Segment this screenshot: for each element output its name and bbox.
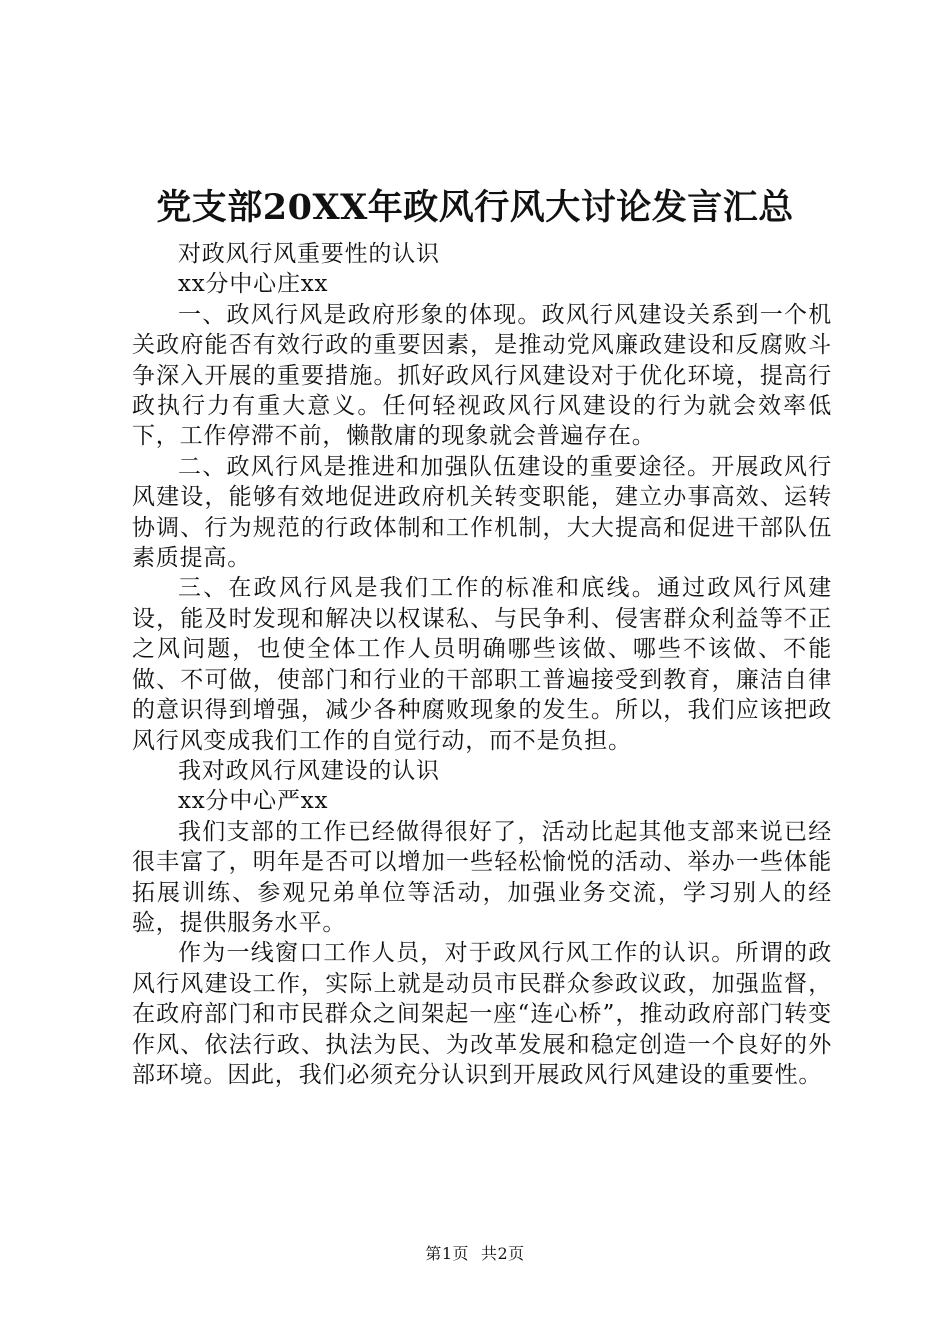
page-number: 第1页 <box>425 1244 469 1263</box>
body-paragraph: 一、政风行风是政府形象的体现。政风行风建设关系到一个机关政府能否有效行政的重要因素，是推动党风廉政建设和反腐败斗争深入开展的重要措施。抓好政风行风建设对于优化环境，提高行政执行力有重大意义。任何轻视政风行风建设的行为就会效率低下，工作停滞不前，懒散庸的现象就会普遍存在。 <box>132 301 832 450</box>
section-heading: 我对政风行风建设的认识 <box>178 757 440 784</box>
body-paragraph: 三、在政风行风是我们工作的标准和底线。通过政风行风建设，能及时发现和解决以权谋私、与民争利、侵害群众利益等不正之风问题，也使全体工作人员明确哪些该做、哪些不该做、不能做、不可做，使部门和行业的干部职工普遍接受到教育，廉洁自律的意识得到增强，减少各种腐败现象的发生。所以，我们应该把政风行风变成我们工作的自觉行动，而不是负担。 <box>132 575 832 754</box>
section-heading: 对政风行风重要性的认识 <box>178 241 440 267</box>
body-paragraph: 作为一线窗口工作人员，对于政风行风工作的认识。所谓的政风行风建设工作，实际上就是动员市民群众参政议政，加强监督，在政府部门和市民群众之间架起一座“连心桥”，推动政府部门转变作风、依法行政、执法为民、为改革发展和稳定创造一个良好的外部环境。因此，我们必须充分认识到开展政风行风建设的重要性。 <box>132 940 832 1088</box>
page-footer <box>0 1242 950 1266</box>
author-line: xx分中心严xx <box>178 788 329 815</box>
author-line: xx分中心庄xx <box>178 271 329 298</box>
body-paragraph: 我们支部的工作已经做得很好了，活动比起其他支部来说已经很丰富了，明年是否可以增加一些轻松愉悦的活动、举办一些体能拓展训练、参观兄弟单位等活动，加强业务交流，学习别人的经验，提供服务水平。 <box>132 818 832 936</box>
page-total: 共2页 <box>481 1244 525 1263</box>
body-paragraph: 二、政风行风是推进和加强队伍建设的重要途径。开展政风行风建设，能够有效地促进政府机关转变职能，建立办事高效、运转协调、行为规范的行政体制和工作机制，大大提高和促进干部队伍素质提高。 <box>132 453 832 572</box>
document-body <box>132 239 832 1090</box>
document-title: 党支部20XX年政风行风大讨论发言汇总 <box>156 187 794 228</box>
